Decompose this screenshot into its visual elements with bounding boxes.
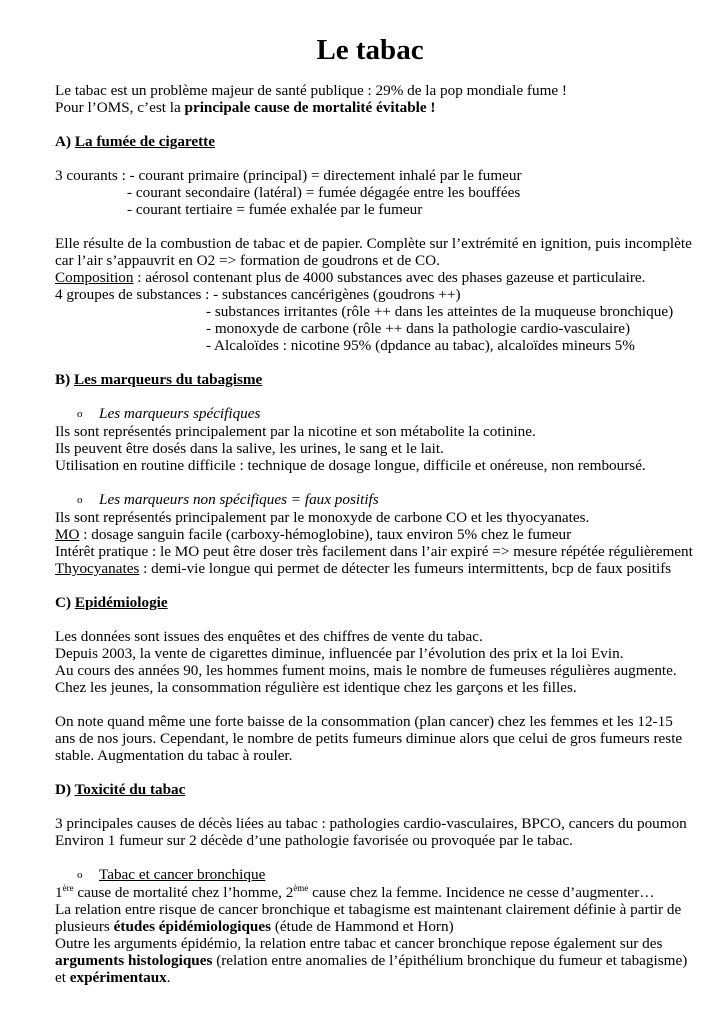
thyo-label: Thyocyanates xyxy=(55,560,140,577)
rank1-number: 1 xyxy=(55,884,63,901)
section-b-heading xyxy=(55,371,675,388)
relation-line-2 xyxy=(55,918,675,935)
combustion-line-1: Elle résulte de la combustion de tabac et de papier. Complète sur l’extrémité en ignition, puis incomplète xyxy=(55,235,692,252)
final-emphasis: expérimentaux xyxy=(69,969,167,986)
courants-line-1 xyxy=(55,167,675,184)
circle-bullet-icon: o xyxy=(77,494,83,506)
final-line xyxy=(55,969,675,986)
subheading-nonspecific xyxy=(55,491,675,509)
composition-text: : aérosol contenant plus de 4000 substances avec des phases gazeuse et particulaire. xyxy=(133,269,646,286)
section-d-title: Toxicité du tabac xyxy=(74,781,186,798)
groupe-item: - Alcaloïdes : nicotine 95% (dpdance au tabac), alcaloïdes mineurs 5% xyxy=(206,337,635,354)
rank1-suffix: ère xyxy=(62,883,74,893)
relation-emphasis: études épidémiologiques xyxy=(113,918,272,935)
courant-item: - courant tertiaire = fumée exhalée par le fumeur xyxy=(127,201,423,218)
document-page xyxy=(55,30,693,986)
circle-bullet-icon: o xyxy=(77,869,83,881)
final-suffix: . xyxy=(166,969,171,986)
rank-line xyxy=(55,884,675,901)
histo-text: (relation entre anomalies de l’épithélium bronchique du fumeur et tabagisme) xyxy=(212,952,688,969)
mo-text: : dosage sanguin facile (carboxy-hémoglobine), taux environ 5% chez le fumeur xyxy=(79,526,572,543)
epidemio-line: On note quand même une forte baisse de la consommation (plan cancer) chez les femmes et les 12-15 xyxy=(55,713,673,730)
groupe-item: - monoxyde de carbone (rôle ++ dans la pathologie cardio-vasculaire) xyxy=(206,320,631,337)
courant-item: - courant secondaire (latéral) = fumée dégagée entre les bouffées xyxy=(127,184,521,201)
epidemio-line: ans de nos jours. Cependant, le nombre de petits fumeurs diminue alors que celui de gros fumeurs reste xyxy=(55,730,683,747)
epidemio-line: Chez les jeunes, la consommation régulière est identique chez les garçons et les filles. xyxy=(55,679,577,696)
composition-label: Composition xyxy=(55,269,134,286)
section-a-letter: A) xyxy=(55,133,75,150)
section-a-heading xyxy=(55,133,675,150)
epidemio-line: Au cours des années 90, les hommes fument moins, mais le nombre de fumeuses régulières augmente. xyxy=(55,662,677,679)
intro-emphasis: principale cause de mortalité évitable ! xyxy=(184,99,436,116)
courants-label: 3 courants : xyxy=(55,167,130,184)
circle-bullet-icon: o xyxy=(77,408,83,420)
interet-line: Intérêt pratique : le MO peut être doser très facilement dans l’air expiré => mesure répétée régulièrement xyxy=(55,543,693,560)
toxicity-line: 3 principales causes de décès liées au tabac : pathologies cardio-vasculaires, BPCO, cancers du poumon xyxy=(55,815,687,832)
courant-item: - courant primaire (principal) = directement inhalé par le fumeur xyxy=(129,167,522,184)
histo-emphasis: arguments histologiques xyxy=(55,952,213,969)
specific-line: Ils peuvent être dosés dans la salive, les urines, le sang et le lait. xyxy=(55,440,444,457)
outre-line: Outre les arguments épidémio, la relation entre tabac et cancer bronchique repose également sur des xyxy=(55,935,663,952)
subheading-text: Les marqueurs non spécifiques = faux positifs xyxy=(99,491,379,508)
specific-line: Utilisation en routine difficile : technique de dosage longue, difficile et onéreuse, non remboursé. xyxy=(55,457,646,474)
relation-prefix: plusieurs xyxy=(55,918,114,935)
histo-line xyxy=(55,952,688,969)
thyo-line xyxy=(55,560,675,577)
groupe-item: - substances cancérigènes (goudrons ++) xyxy=(213,286,461,303)
section-c-letter: C) xyxy=(55,594,75,611)
section-b-title: Les marqueurs du tabagisme xyxy=(73,371,263,388)
combustion-line-2: car l’air s’appauvrit en O2 => formation de goudrons et de CO. xyxy=(55,252,440,269)
intro-line-2-text: Pour l’OMS, c’est la xyxy=(55,99,185,116)
section-a-title: La fumée de cigarette xyxy=(74,133,215,150)
composition-line xyxy=(55,269,675,286)
groupe-item: - substances irritantes (rôle ++ dans les atteintes de la muqueuse bronchique) xyxy=(206,303,674,320)
mo-line xyxy=(55,526,675,543)
rank2-number: 2 xyxy=(285,884,294,901)
intro-line-2 xyxy=(55,99,675,116)
subheading-text: Tabac et cancer bronchique xyxy=(99,866,266,883)
toxicity-line: Environ 1 fumeur sur 2 décède d’une pathologie favorisée ou provoquée par le tabac. xyxy=(55,832,573,849)
section-d-letter: D) xyxy=(55,781,75,798)
subheading-text: Les marqueurs spécifiques xyxy=(99,405,261,422)
relation-suffix: (étude de Hammond et Horn) xyxy=(271,918,454,935)
subheading-cancer xyxy=(55,866,675,884)
page-title: Le tabac xyxy=(316,34,424,66)
section-c-heading xyxy=(55,594,675,611)
section-b-letter: B) xyxy=(55,371,74,388)
thyo-text: : demi-vie longue qui permet de détecter les fumeurs intermittents, bcp de faux positifs xyxy=(139,560,672,577)
subheading-specific xyxy=(55,405,675,423)
final-prefix: et xyxy=(55,969,70,986)
specific-line: Ils sont représentés principalement par la nicotine et son métabolite la cotinine. xyxy=(55,423,536,440)
section-c-title: Epidémiologie xyxy=(74,594,168,611)
groupes-label: 4 groupes de substances : xyxy=(55,286,214,303)
rank2-text: cause chez la femme. Incidence ne cesse d’augmenter… xyxy=(308,884,655,901)
epidemio-line: Les données sont issues des enquêtes et des chiffres de vente du tabac. xyxy=(55,628,483,645)
rank1-text: cause de mortalité chez l’homme, xyxy=(73,884,286,901)
nonspecific-line-1: Ils sont représentés principalement par le monoxyde de carbone CO et les thyocyanates. xyxy=(55,509,590,526)
relation-line-1: La relation entre risque de cancer bronchique et tabagisme est maintenant clairement définie à partir de xyxy=(55,901,682,918)
section-d-heading xyxy=(55,781,675,798)
intro-line-1: Le tabac est un problème majeur de santé publique : 29% de la pop mondiale fume ! xyxy=(55,82,567,99)
mo-label: MO xyxy=(55,526,80,543)
epidemio-line: Depuis 2003, la vente de cigarettes diminue, influencée par l’évolution des prix et la loi Evin. xyxy=(55,645,624,662)
rank2-suffix: ème xyxy=(293,883,309,893)
groupes-line-1 xyxy=(55,286,675,303)
epidemio-line: stable. Augmentation du tabac à rouler. xyxy=(55,747,293,764)
